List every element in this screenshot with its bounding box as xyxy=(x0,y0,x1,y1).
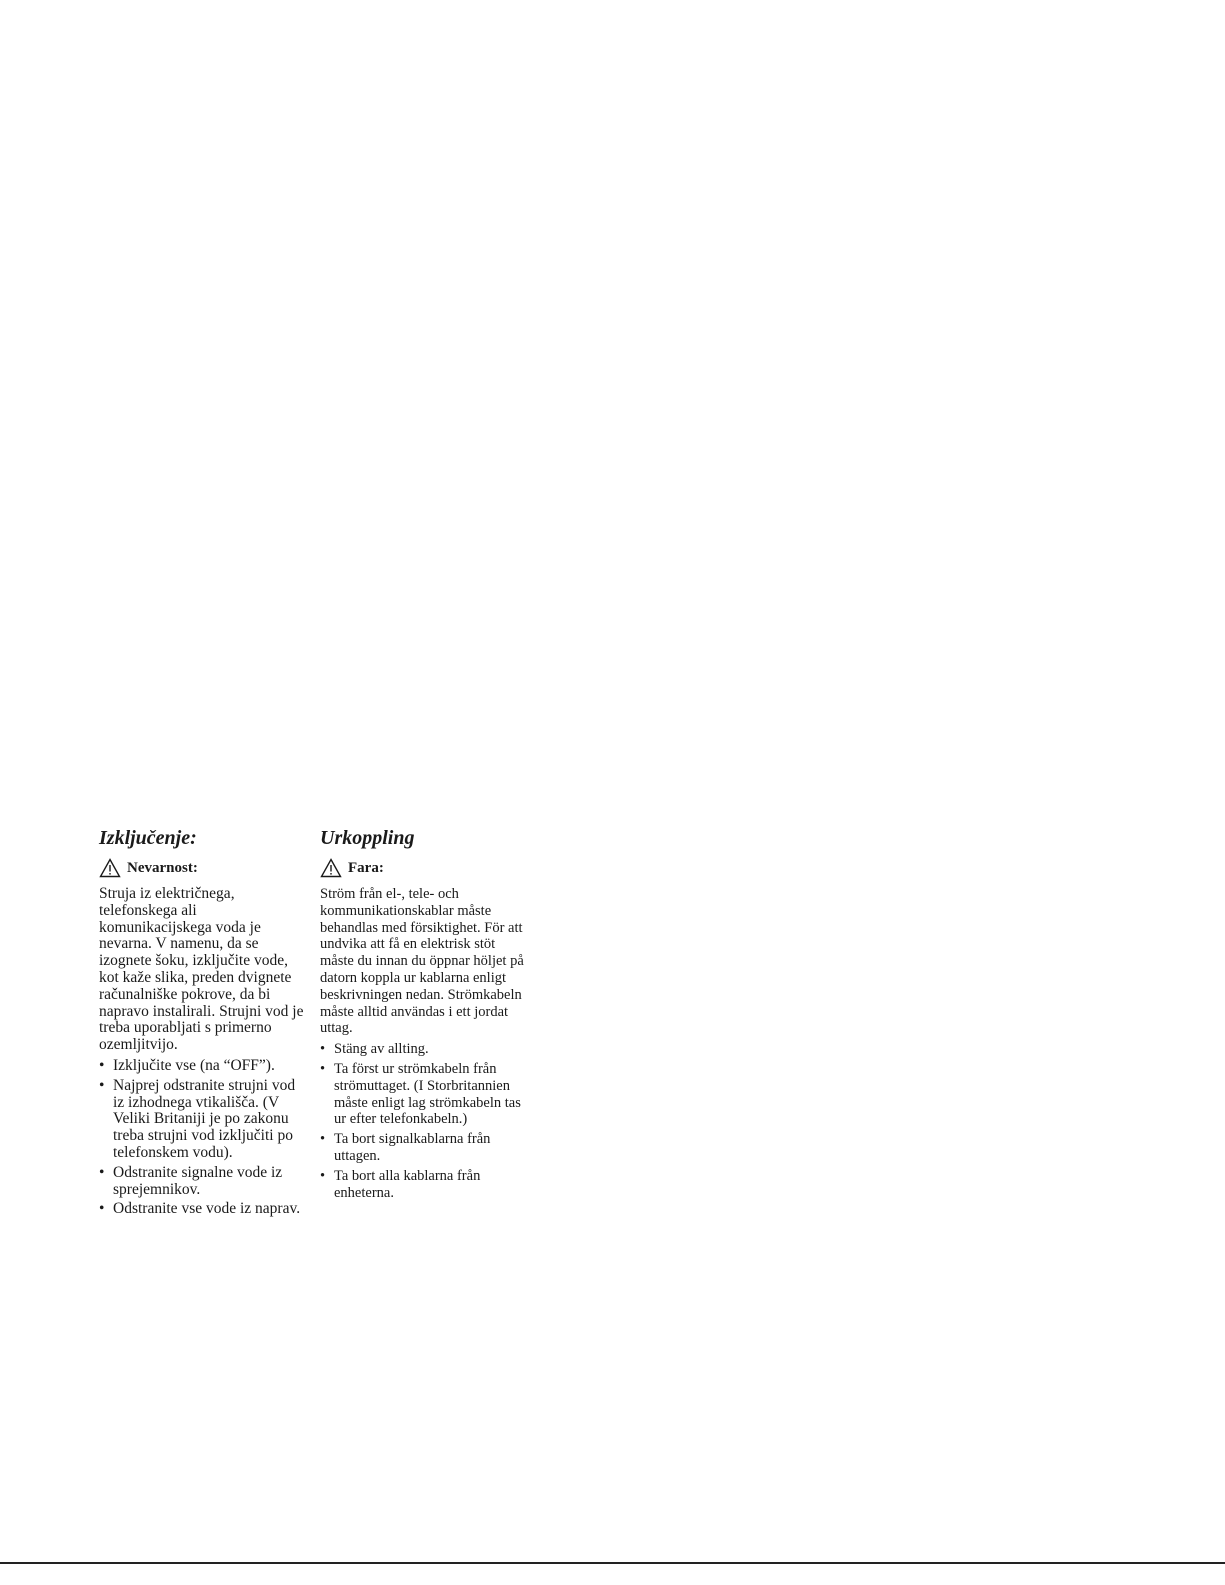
list-item-text: Odstranite vse vode iz naprav. xyxy=(113,1200,301,1218)
list-item-text: Ta bort alla kablarna från enheterna. xyxy=(334,1167,481,1201)
warning-label: Fara: xyxy=(348,860,384,876)
warning-paragraph: Ström från el-, tele- och kommunikationskablar måste behandlas med försiktighet. För att undvika att få en elektrisk stöt måste du innan du öppnar höljet på datorn koppla ur kablarna enligt beskrivningen nedan. Strömkabeln måste alltid användas i ett jordat uttag. xyxy=(320,886,524,1037)
bullet-list xyxy=(99,1058,304,1218)
section-title: Urkoppling xyxy=(320,827,415,849)
bullet-dot: • xyxy=(99,1076,105,1094)
list-item-text: Ta först ur strömkabeln från strömuttaget. (I Storbritannien måste enligt lag strömkabeln tas ur efter telefonkabeln.) xyxy=(334,1060,521,1128)
list-item xyxy=(320,1061,525,1128)
warning-label: Nevarnost: xyxy=(127,860,198,876)
list-item-text: Najprej odstranite strujni vod iz izhodnega vtikališča. (V Veliki Britaniji je po zakonu treba strujni vod izključiti po telefonskem vodu). xyxy=(113,1076,296,1161)
list-item-text: Odstranite signalne vode iz sprejemnikov. xyxy=(113,1163,283,1198)
list-item xyxy=(99,1165,304,1199)
warning-header xyxy=(99,858,304,878)
warning-triangle-icon xyxy=(320,858,342,878)
list-item xyxy=(99,1078,304,1162)
bullet-dot: • xyxy=(320,1060,326,1077)
list-item xyxy=(320,1131,525,1165)
bullet-dot: • xyxy=(99,1056,105,1074)
bullet-dot: • xyxy=(99,1200,105,1218)
list-item xyxy=(320,1168,525,1202)
bullet-dot: • xyxy=(99,1163,105,1181)
bullet-dot: • xyxy=(320,1041,326,1058)
section-title: Izključenje: xyxy=(99,827,197,849)
warning-header xyxy=(320,858,525,878)
warning-triangle-icon xyxy=(99,858,121,878)
list-item-text: Stäng av allting. xyxy=(334,1041,429,1058)
bullet-list xyxy=(320,1041,525,1201)
list-item xyxy=(320,1041,525,1058)
bullet-dot: • xyxy=(320,1131,326,1148)
list-item-text: Izključite vse (na “OFF”). xyxy=(113,1056,275,1074)
section-swedish xyxy=(320,826,525,1204)
list-item xyxy=(99,1201,304,1218)
warning-paragraph: Struja iz električnega, telefonskega ali komunikacijskega voda je nevarna. V namenu, da se izognete šoku, izključite vode, kot kaže slika, preden dvignete računalniške pokrove, da bi napravo instalirali. Strujni vod je treba uporabljati s primerno ozemljitvijo. xyxy=(99,885,304,1054)
list-item xyxy=(99,1058,304,1075)
page-bottom-rule xyxy=(0,1562,1225,1564)
section-slovenian xyxy=(99,826,304,1221)
list-item-text: Ta bort signalkablarna från uttagen. xyxy=(334,1131,491,1164)
bullet-dot: • xyxy=(320,1167,326,1184)
